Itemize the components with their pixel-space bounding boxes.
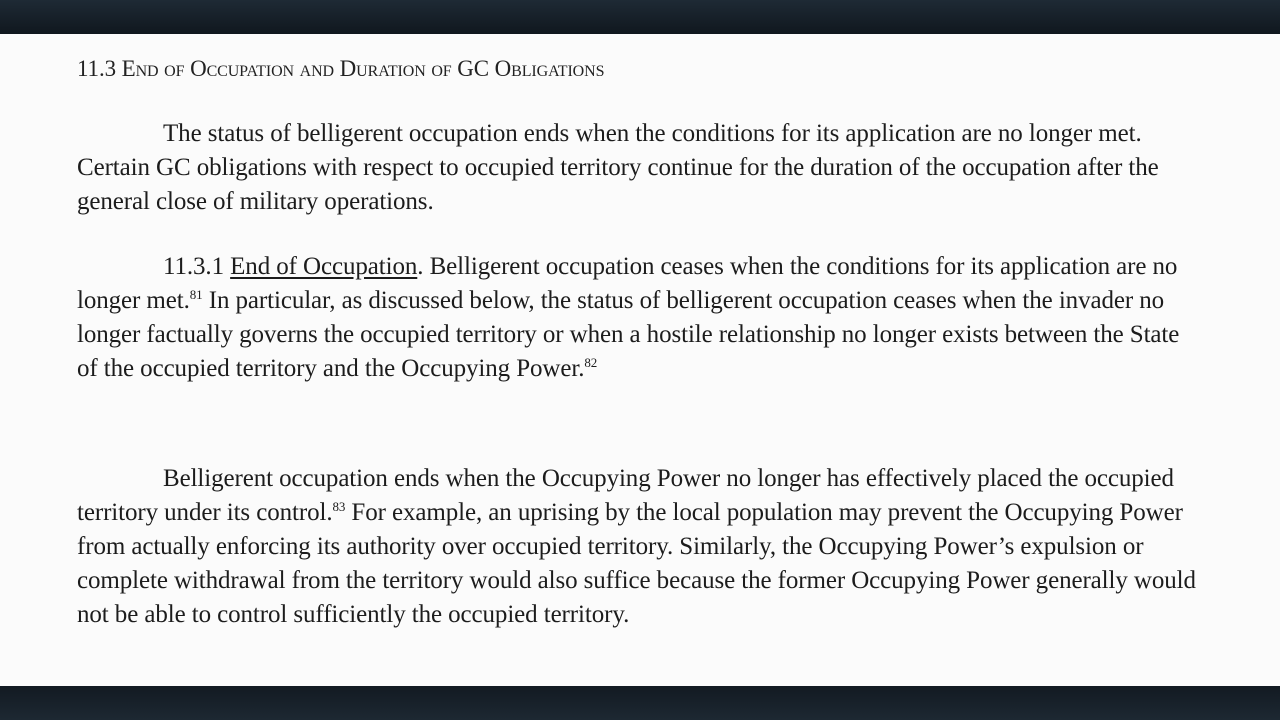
section-title: End of Occupation and Duration of GC Obligations: [121, 56, 605, 81]
paragraph3-text-b: For example, an uprising by the local population may prevent the Occupying Power from actually enforcing its authority over occupied territory. Similarly, the Occupying Power’s expulsion or complete withdrawal from the territory would also suffice because the former Occupying Power generally would not be able to control sufficiently the occupied territory.: [77, 499, 1196, 628]
subsection-number: 11.3.1: [163, 253, 224, 280]
paragraph-intro: The status of belligerent occupation ends when the conditions for its application are no longer met. Certain GC obligations with respect to occupied territory continue for the duration of the occupation after the general close of military operations.: [77, 120, 1159, 215]
footnote-ref-82: 82: [584, 355, 598, 370]
section-number: 11.3: [77, 56, 116, 81]
paragraph-effective-control: [77, 462, 1197, 632]
bottom-letterbox: [0, 686, 1280, 720]
subsection-title: End of Occupation: [230, 253, 418, 280]
top-letterbox: [0, 0, 1280, 34]
footnote-ref-81: 81: [189, 287, 203, 302]
subsection-text-a: . Belligerent occupation ceases when the conditions for its application are no longer met.: [77, 253, 1178, 314]
paragraph3-text-a: Belligerent occupation ends when the Occupying Power no longer has effectively placed the occupied territory under its control.: [77, 465, 1174, 526]
document-page: [0, 34, 1280, 686]
subsection-text-b: In particular, as discussed below, the status of belligerent occupation ceases when the invader no longer factually governs the occupied territory or when a hostile relationship no longer exists between the State of the occupied territory and the Occupying Power.: [77, 287, 1180, 382]
footnote-ref-83: 83: [332, 499, 346, 514]
section-heading: [77, 54, 604, 84]
paragraph-end-of-occupation: [77, 250, 1197, 386]
